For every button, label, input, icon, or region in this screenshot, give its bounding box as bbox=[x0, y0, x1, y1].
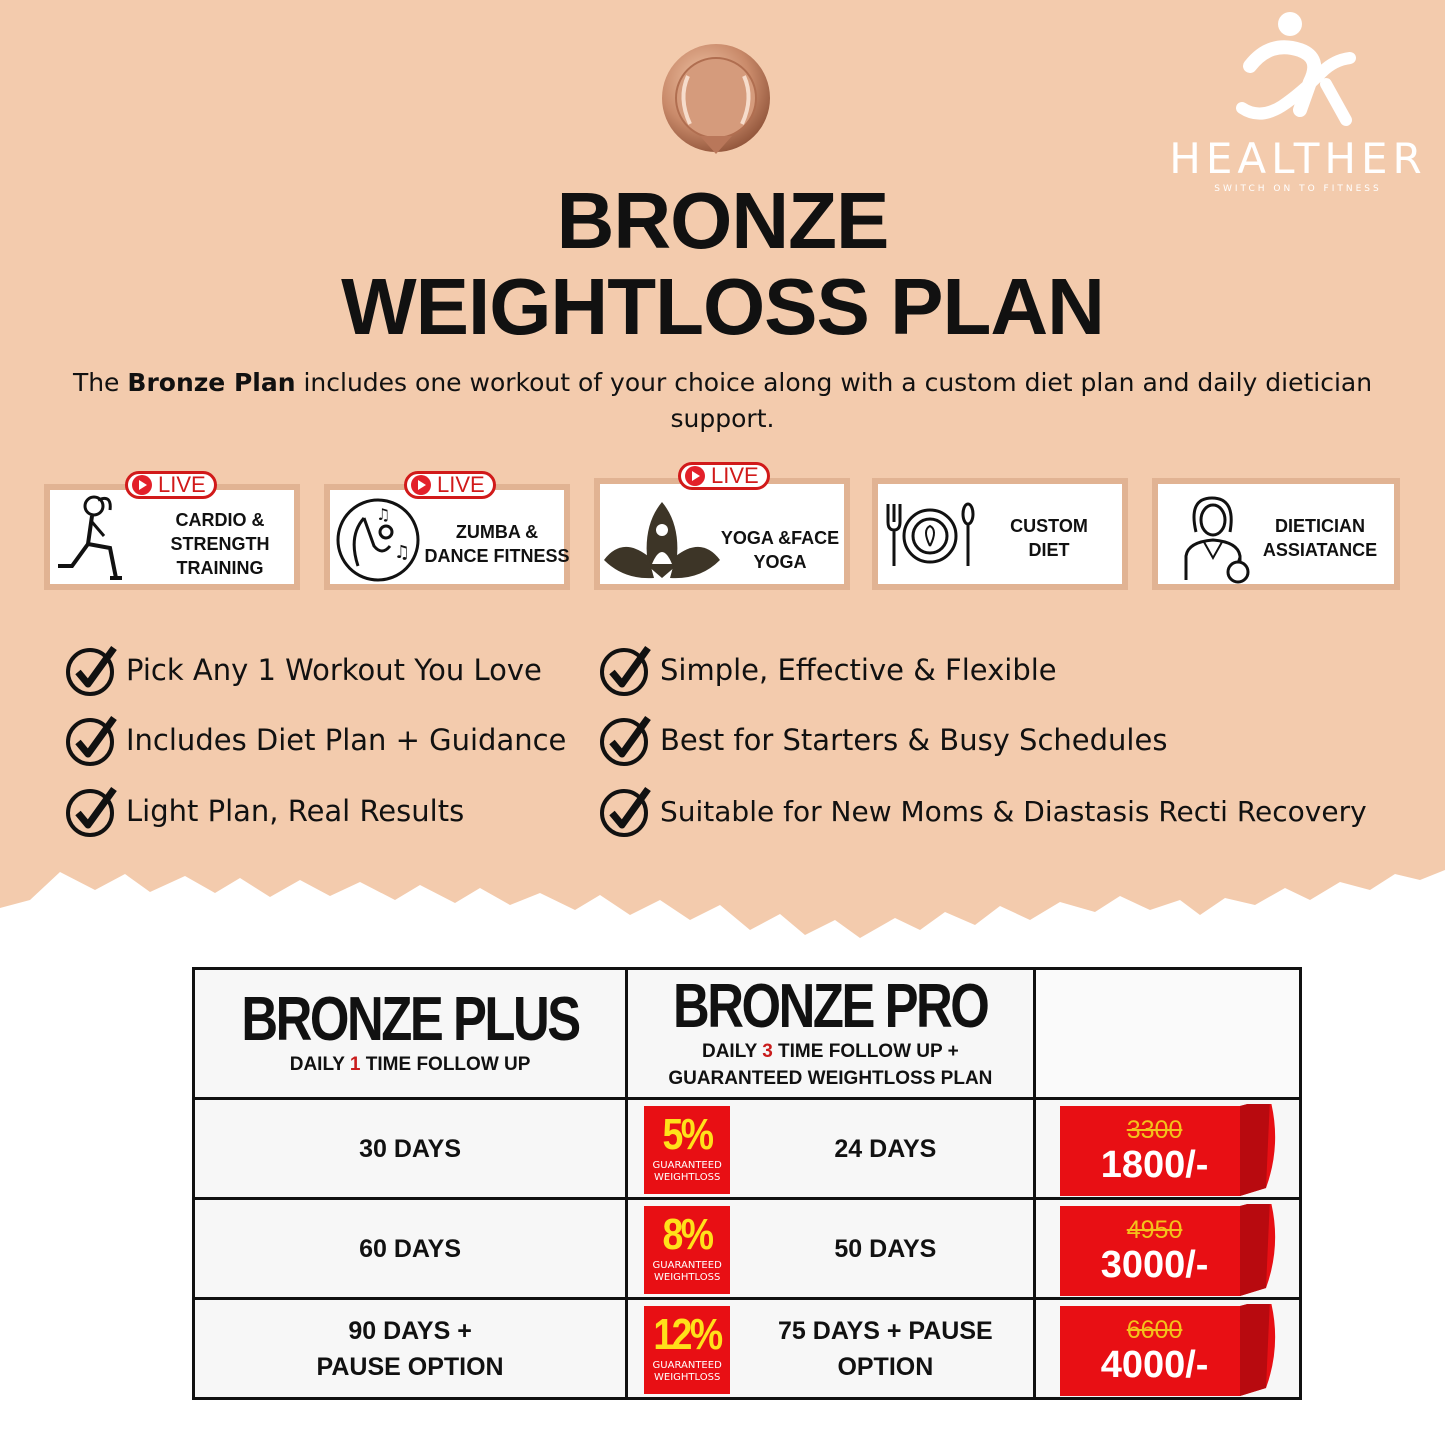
plus-duration bbox=[194, 1099, 627, 1199]
checkmark-icon bbox=[64, 783, 120, 839]
benefit-text: Simple, Effective & Flexible bbox=[660, 653, 1057, 687]
pricing-row[interactable] bbox=[194, 1199, 1301, 1299]
duration-text: 75 DAYS + PAUSE bbox=[778, 1316, 993, 1345]
weightloss-percent: 12% bbox=[653, 1310, 721, 1359]
checkmark-icon bbox=[598, 642, 654, 698]
plan-sub-text: TIME FOLLOW UP bbox=[360, 1054, 531, 1075]
plan-name: BRONZE PRO bbox=[673, 971, 988, 1041]
duration-text: PAUSE OPTION bbox=[316, 1352, 504, 1381]
old-price: 4950 bbox=[1126, 1216, 1183, 1244]
live-badge bbox=[404, 471, 496, 499]
page-title-line1: BRONZE bbox=[556, 176, 889, 265]
badge-text: WEIGHTLOSS bbox=[653, 1272, 721, 1283]
plus-duration bbox=[194, 1299, 627, 1399]
badge-text: GUARANTEED bbox=[652, 1260, 722, 1271]
new-price: 1800/- bbox=[1100, 1144, 1209, 1186]
play-icon bbox=[685, 466, 705, 486]
benefit-item bbox=[64, 783, 464, 839]
benefit-item bbox=[598, 783, 1367, 839]
new-price: 4000/- bbox=[1100, 1344, 1209, 1386]
dance-music-icon bbox=[334, 496, 422, 584]
pro-duration bbox=[627, 1099, 1034, 1199]
price-tag bbox=[1060, 1104, 1278, 1198]
duration-text: 30 DAYS bbox=[359, 1134, 462, 1163]
price-cell bbox=[1034, 1299, 1300, 1399]
plan-subtitle bbox=[195, 1051, 625, 1078]
feature-label-line: DANCE FITNESS bbox=[424, 546, 570, 566]
bronze-medal-icon bbox=[660, 36, 772, 168]
feature-card-zumba[interactable] bbox=[324, 484, 570, 590]
checkmark-icon bbox=[64, 642, 120, 698]
feature-label-line: YOGA bbox=[753, 552, 807, 572]
feature-card-dietician[interactable] bbox=[1152, 478, 1400, 590]
guaranteed-weightloss-badge bbox=[644, 1206, 730, 1294]
price-cell bbox=[1034, 1199, 1300, 1299]
guaranteed-weightloss-badge bbox=[644, 1106, 730, 1194]
price-header bbox=[1034, 969, 1300, 1099]
plan-sub-text: DAILY bbox=[289, 1054, 350, 1075]
pricing-row[interactable] bbox=[194, 1099, 1301, 1199]
live-label: LIVE bbox=[711, 463, 759, 488]
pricing-table bbox=[192, 967, 1302, 1400]
play-icon bbox=[132, 475, 152, 495]
brand-tagline: SWITCH ON TO FITNESS bbox=[1214, 184, 1382, 194]
live-label: LIVE bbox=[437, 472, 485, 497]
plan-header-plus bbox=[194, 969, 627, 1099]
price-tag bbox=[1060, 1204, 1278, 1298]
guaranteed-weightloss-badge bbox=[644, 1306, 730, 1394]
healther-logo bbox=[1168, 6, 1428, 202]
intro-prefix: The bbox=[72, 368, 128, 397]
old-price: 6600 bbox=[1126, 1316, 1183, 1344]
badge-text: WEIGHTLOSS bbox=[653, 1172, 721, 1183]
play-icon bbox=[411, 475, 431, 495]
live-badge bbox=[125, 471, 217, 499]
page-title-line2: WEIGHTLOSS PLAN bbox=[341, 262, 1104, 351]
feature-label-line: YOGA &FACE bbox=[720, 528, 840, 548]
plan-sub-text: TIME FOLLOW UP + bbox=[772, 1040, 959, 1062]
price-cell bbox=[1034, 1099, 1300, 1199]
pro-duration bbox=[627, 1299, 1034, 1399]
plan-sub-text: GUARANTEED WEIGHTLOSS PLAN bbox=[668, 1067, 993, 1089]
duration-text: 50 DAYS bbox=[834, 1234, 937, 1263]
feature-label-line: ZUMBA & bbox=[455, 522, 539, 542]
benefit-item bbox=[64, 642, 542, 698]
checkmark-icon bbox=[598, 712, 654, 768]
intro-bold: Bronze Plan bbox=[127, 368, 296, 397]
feature-label-line: CUSTOM bbox=[1010, 516, 1088, 536]
feature-label-line: ASSIATANCE bbox=[1262, 540, 1378, 560]
intro-text bbox=[70, 365, 1375, 437]
yoga-lotus-icon bbox=[602, 496, 722, 582]
badge-text: WEIGHTLOSS bbox=[653, 1372, 721, 1383]
benefit-text: Includes Diet Plan + Guidance bbox=[126, 723, 567, 757]
pro-duration bbox=[627, 1199, 1034, 1299]
checkmark-icon bbox=[64, 712, 120, 768]
weightloss-percent: 8% bbox=[662, 1210, 712, 1259]
benefit-text: Pick Any 1 Workout You Love bbox=[126, 653, 542, 687]
duration-text: 24 DAYS bbox=[834, 1134, 937, 1163]
benefit-item bbox=[64, 712, 566, 768]
duration-text: 60 DAYS bbox=[359, 1234, 462, 1263]
plan-subtitle bbox=[628, 1038, 1032, 1065]
badge-text: GUARANTEED bbox=[652, 1160, 722, 1171]
plan-sub-number: 3 bbox=[762, 1040, 773, 1062]
svg-text:♫: ♫ bbox=[376, 505, 391, 524]
pricing-row[interactable] bbox=[194, 1299, 1301, 1399]
benefit-text: Best for Starters & Busy Schedules bbox=[660, 723, 1168, 757]
live-label: LIVE bbox=[158, 472, 206, 497]
checkmark-icon bbox=[598, 783, 654, 839]
feature-card-yoga[interactable] bbox=[594, 478, 850, 590]
plus-duration bbox=[194, 1199, 627, 1299]
feature-label-line: STRENGTH bbox=[170, 534, 270, 554]
badge-text: GUARANTEED bbox=[652, 1360, 722, 1371]
benefit-text: Light Plan, Real Results bbox=[126, 794, 465, 828]
plan-sub-text: DAILY bbox=[701, 1040, 763, 1062]
plan-header-pro bbox=[627, 969, 1034, 1099]
lunge-workout-icon bbox=[54, 492, 162, 586]
new-price: 3000/- bbox=[1100, 1244, 1209, 1286]
plan-sub-number: 1 bbox=[349, 1054, 361, 1075]
brand-name: HEALTHER bbox=[1169, 134, 1427, 183]
live-badge bbox=[678, 462, 770, 490]
old-price: 3300 bbox=[1126, 1116, 1183, 1144]
price-tag bbox=[1060, 1304, 1278, 1398]
pricing-header-row bbox=[194, 969, 1301, 1099]
duration-text: 90 DAYS + bbox=[348, 1316, 472, 1345]
feature-label-line: DIET bbox=[1028, 540, 1070, 560]
runner-logo-icon bbox=[1230, 10, 1360, 128]
svg-text:♫: ♫ bbox=[394, 542, 411, 563]
plan-name: BRONZE PLUS bbox=[241, 985, 579, 1054]
feature-card-cardio[interactable] bbox=[44, 484, 300, 590]
feature-label-line: CARDIO & bbox=[175, 510, 265, 530]
plate-cutlery-icon bbox=[882, 500, 978, 570]
weightloss-percent: 5% bbox=[662, 1110, 712, 1159]
benefit-item bbox=[598, 642, 1057, 698]
dietician-icon bbox=[1174, 492, 1254, 584]
feature-label-line: DIETICIAN bbox=[1275, 516, 1365, 536]
benefit-text: Suitable for New Moms & Diastasis Recti Recovery bbox=[660, 794, 1367, 828]
feature-card-diet[interactable] bbox=[872, 478, 1128, 590]
duration-text: OPTION bbox=[837, 1352, 934, 1381]
feature-label-line: TRAINING bbox=[176, 558, 264, 578]
intro-rest: includes one workout of your choice along with a custom diet plan and daily dietician support. bbox=[295, 368, 1373, 433]
benefit-item bbox=[598, 712, 1167, 768]
